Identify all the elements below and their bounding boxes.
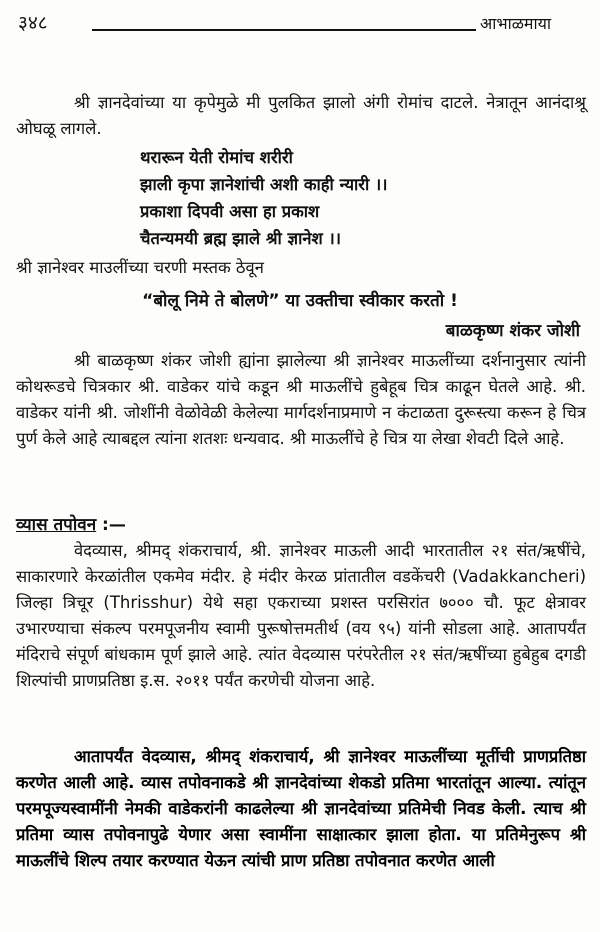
paragraph-4-text: आतापर्यंत वेदव्यास, श्रीमद् शंकराचार्य, श्री ज्ञानेश्वर माऊलींच्या मूर्तीची प्राणप्रतिष्ठा करणेत आली आहे. व्यास तपोवनाकडे श्री ज्ञानदेवांच्या शेकडो प्रतिमा भारतांतून आल्या. त्यांतून परमपूज्यस्वामींनी नेमकी वाडेकरांनी काढलेल्या श्री ज्ञानदेवांच्या प्रतिमेची निवड केली. त्याच श्री प्रतिमा व्यास तपोवनापुढे येणार असा स्वामींना साक्षात्कार झाला होता. या प्रतिमेनुरूप श्री माऊलींचे शिल्प तयार करण्यात येऊन त्यांची प्राण प्रतिष्ठा तपोवनात करणेत आली — [16, 747, 586, 870]
paragraph-1 — [16, 90, 586, 142]
paragraph-2-text: श्री बाळकृष्ण शंकर जोशी ह्यांना झालेल्या श्री ज्ञानेश्वर माऊलींच्या दर्शनानुसार त्यांनी कोथरूडचे चित्रकार श्री. वाडेकर यांचे कडून श्री माऊलींचे हुबेहूब चित्र काढून घेतले आहे. श्री. वाडेकर यांनी श्री. जोशींनी वेळोवेळी केलेल्या मार्गदर्शनाप्रमाणे न कंटाळता दुरूस्त्या करून हे चित्र पुर्ण केले आहे त्याबद्दल त्यांना शतशः धन्यवाद. श्री माऊलींचे हे चित्र या लेखा शेवटी दिले आहे. — [16, 351, 586, 448]
verse-line: झाली कृपा ज्ञानेशांची अशी काही न्यारी ।। — [140, 175, 388, 194]
header-rule — [92, 29, 476, 31]
paragraph-1-text: श्री ज्ञानदेवांच्या या कृपेमुळे मी पुलकित झालो अंगी रोमांच दाटले. नेत्रातून आनंदाश्रू ओघळू लागले. — [16, 93, 586, 138]
verse-line: प्रकाशा दिपवी असा हा प्रकाश — [140, 202, 320, 221]
section-heading — [16, 512, 126, 535]
running-title: आभाळमाया — [480, 14, 552, 33]
paragraph-2 — [16, 348, 586, 452]
section-heading-suffix: :— — [96, 515, 126, 535]
dedication-text: श्री ज्ञानेश्वर माउलींच्या चरणी मस्तक ठेवून — [16, 258, 264, 277]
dedication-line — [16, 255, 586, 281]
paragraph-3-text: वेदव्यास, श्रीमद् शंकराचार्य, श्री. ज्ञानेश्वर माऊली आदी भारतातील २१ संत/ऋषींचे, साकारणारे केरळांतील एकमेव मंदीर. हे मंदीर केरळ प्रांतातील वडकेंचरी (Vadakkancheri) जिल्हा त्रिचूर (Thrisshur) येथे सहा एकराच्या प्रशस्त परसिरांत ७००० चौ. फूट क्षेत्रावर उभारण्याचा संकल्प परमपूजनीय स्वामी पुरूषोत्तमतीर्थ (वय ९५) यांनी सोडला आहे. आतापर्यंत मंदिराचे संपूर्ण बांधकाम पूर्ण झाले आहे. त्यांत वेदव्यास परंपरेतील २१ संत/ऋषींच्या हुबेहुब दगडी शिल्पांची प्राणप्रतिष्ठा इ.स. २०११ पर्यंत करणेची योजना आहे. — [16, 541, 586, 690]
paragraph-4 — [16, 744, 586, 874]
verse-block — [140, 144, 388, 252]
verse-line: थरारून येती रोमांच शरीरी — [140, 148, 293, 167]
page-header — [0, 0, 600, 40]
author-signature: बाळकृष्ण शंकर जोशी — [445, 321, 580, 341]
page-number: ३४८ — [18, 12, 48, 34]
verse-line: चैतन्यमयी ब्रह्म झाले श्री ज्ञानेश ।। — [140, 229, 342, 248]
paragraph-3 — [16, 538, 586, 694]
quote-line: “बोलू निमे ते बोलणे” या उक्तीचा स्वीकार करतो ! — [142, 291, 458, 311]
section-heading-title: व्यास तपोवन — [16, 515, 97, 535]
